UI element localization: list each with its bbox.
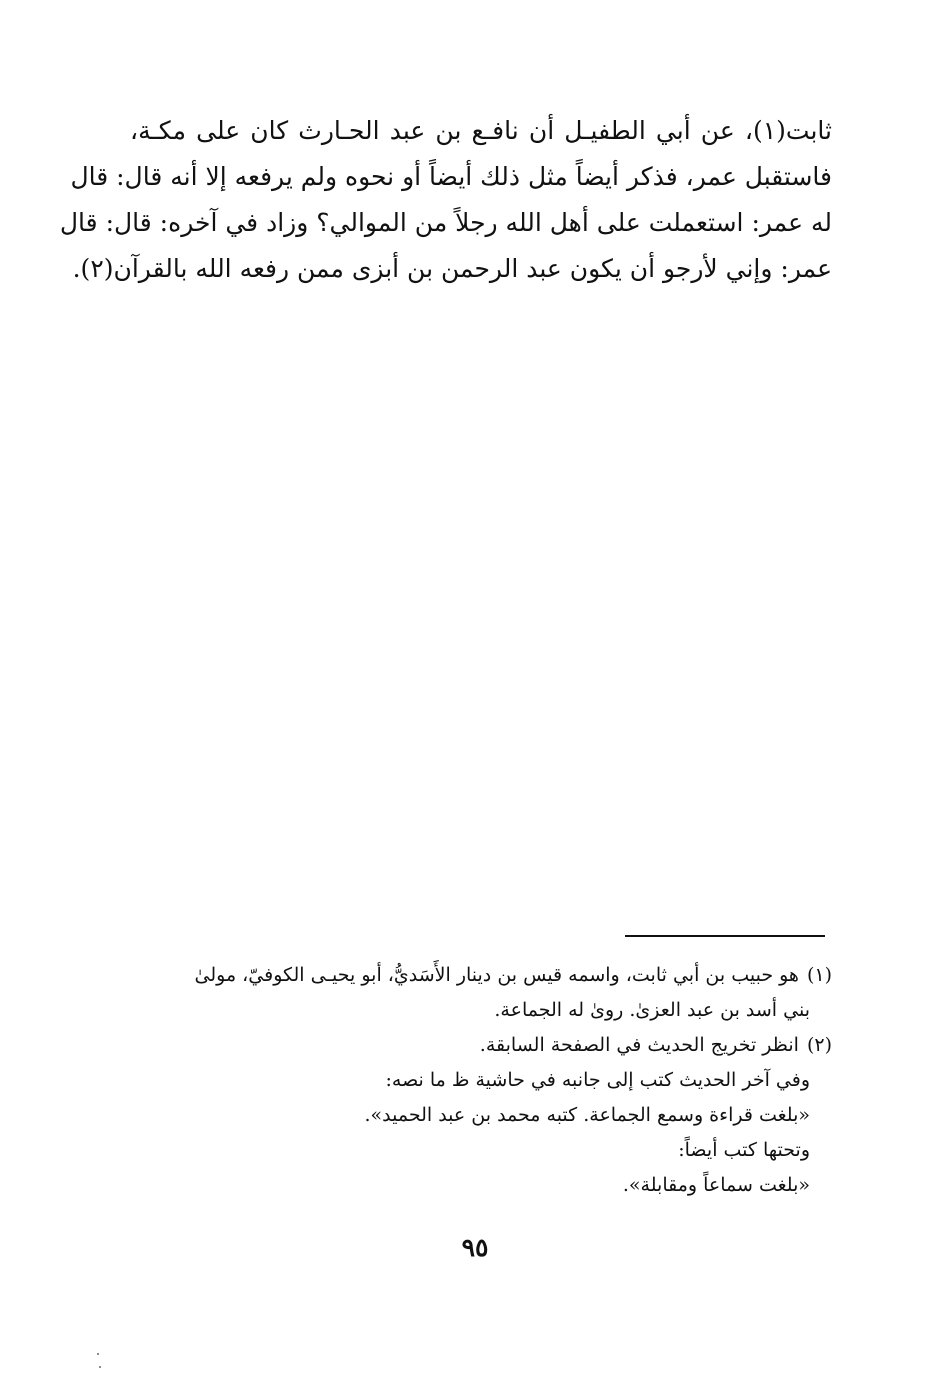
footnote-number: (١) bbox=[806, 964, 832, 986]
footnote-2-quote: «بلغت سماعاً ومقابلة». bbox=[622, 1174, 810, 1196]
footnote-2 bbox=[125, 1028, 832, 1063]
scan-speck bbox=[99, 1366, 101, 1368]
footnotes-block bbox=[125, 958, 832, 1203]
footnote-2-line: وفي آخر الحديث كتب إلى جانبه في حاشية ظ ما نصه: bbox=[385, 1069, 810, 1091]
footnote-separator bbox=[625, 935, 825, 937]
footnote-2-line: وتحتها كتب أيضاً: bbox=[678, 1139, 810, 1161]
footnote-2-quote: «بلغت قراءة وسمع الجماعة. كتبه محمد بن عبد الحميد». bbox=[364, 1104, 810, 1126]
main-text-block bbox=[59, 108, 832, 292]
footnote-number: (٢) bbox=[806, 1034, 832, 1056]
footnote-1-continuation: بني أسد بن عبد العزىٰ. روىٰ له الجماعة. bbox=[494, 999, 810, 1021]
main-text-line: فاستقبل عمر، فذكر أيضاً مثل ذلك أيضاً أو نحوه ولم يرفعه إلا أنه قال: قال bbox=[70, 162, 832, 191]
main-text-line: عمر: وإني لأرجو أن يكون عبد الرحمن بن أبزى ممن رفعه الله بالقرآن(٢). bbox=[72, 254, 832, 283]
main-text-line: ثابت(١)، عن أبي الطفيـل أن نافـع بن عبد الحـارث كان على مكـة، bbox=[130, 116, 832, 145]
main-text-line: له عمر: استعملت على أهل الله رجلاً من الموالي؟ وزاد في آخره: قال: قال bbox=[59, 208, 832, 237]
page-number: ٩٥ bbox=[461, 1233, 489, 1262]
footnote-text: هو حبيب بن أبي ثابت، واسمه قيس بن دينار الأَسَديُّ، أبو يحيـى الكوفيّ، مولىٰ bbox=[194, 964, 799, 986]
footnote-text: انظر تخريج الحديث في الصفحة السابقة. bbox=[479, 1034, 799, 1056]
footnote-1 bbox=[125, 958, 832, 993]
scan-speck bbox=[97, 1353, 99, 1355]
